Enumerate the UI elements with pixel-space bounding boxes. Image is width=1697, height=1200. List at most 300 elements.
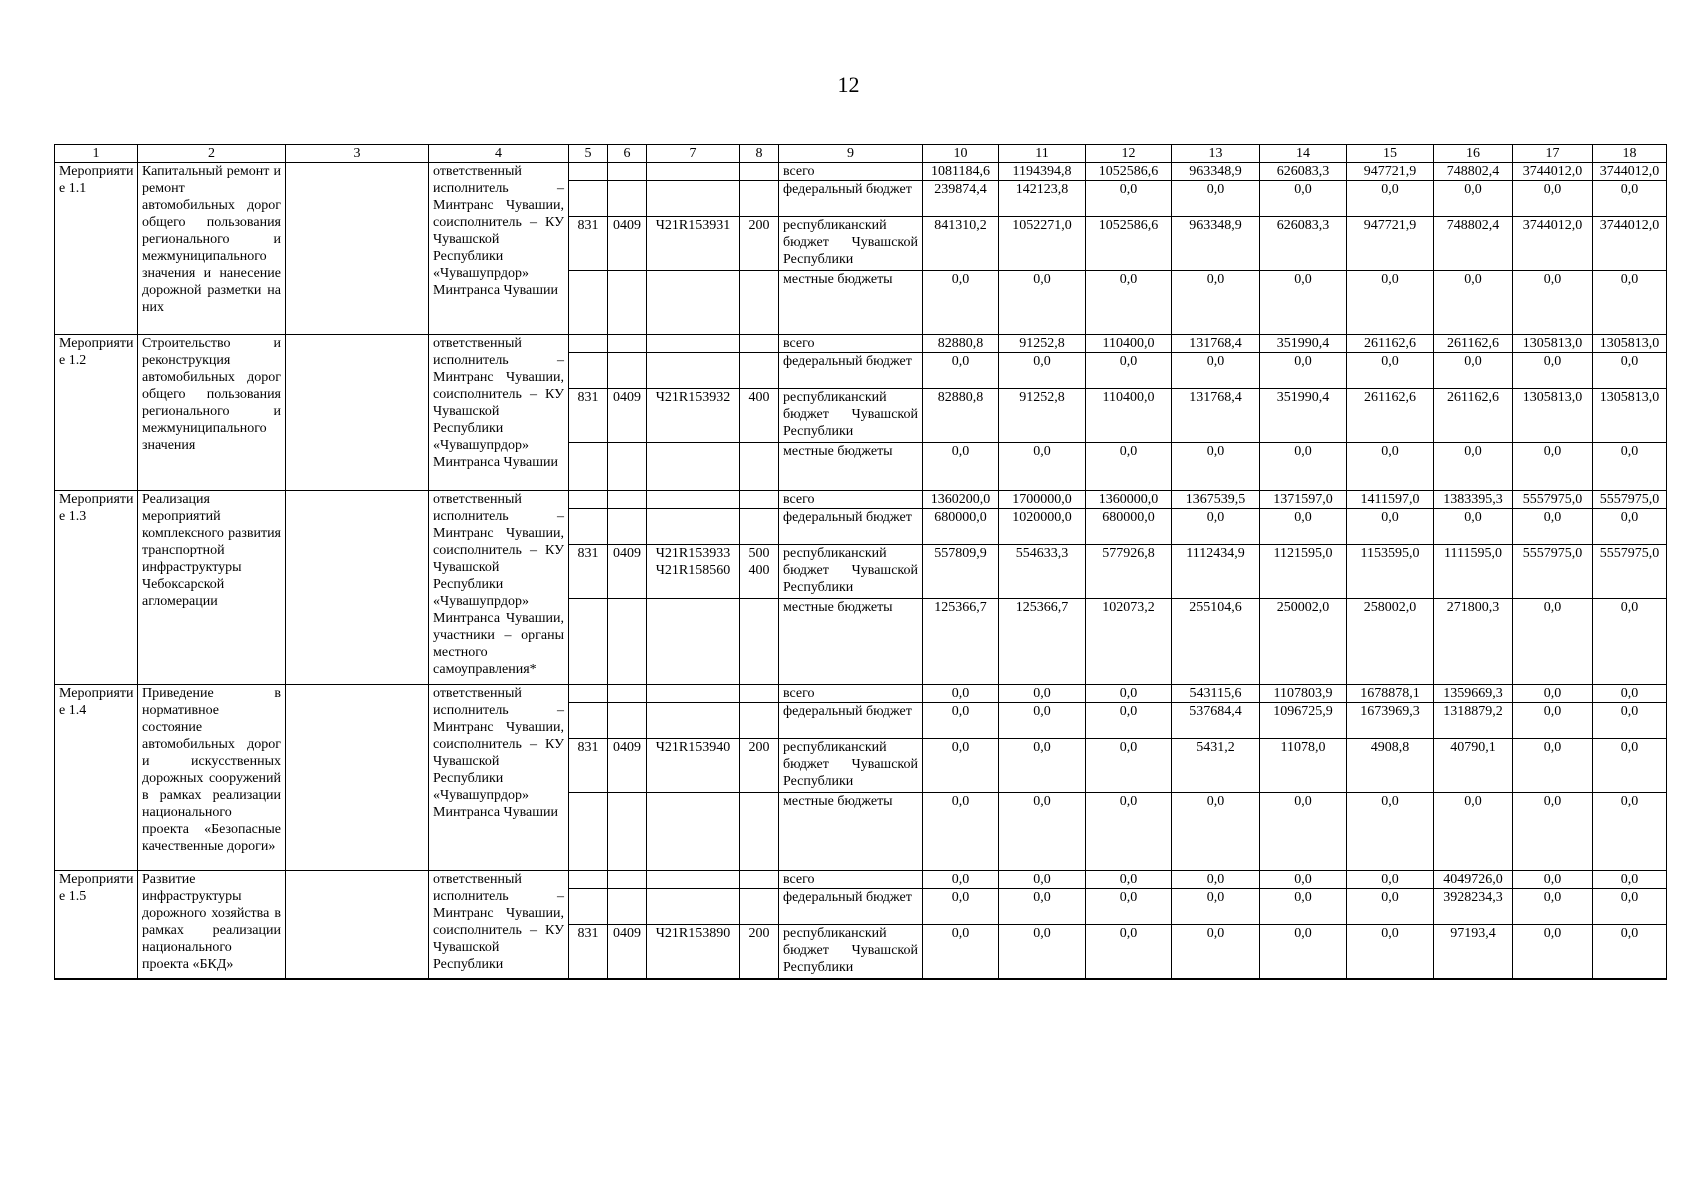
value-cell: 0,0	[1260, 871, 1347, 889]
value-cell: 0,0	[1347, 793, 1434, 871]
value-cell: 5431,2	[1172, 739, 1260, 793]
value-cell: 0,0	[1086, 685, 1172, 703]
value-cell: 0,0	[923, 871, 999, 889]
value-cell: 0,0	[1513, 271, 1593, 335]
empty-cell	[740, 703, 779, 739]
value-cell: 102073,2	[1086, 599, 1172, 685]
empty-cell	[647, 889, 740, 925]
value-cell: 0,0	[1593, 685, 1667, 703]
empty-cell	[740, 335, 779, 353]
value-cell: 0,0	[1347, 271, 1434, 335]
header-cell: 7	[647, 145, 740, 163]
source-label: местные бюджеты	[779, 271, 923, 335]
value-cell: 351990,4	[1260, 335, 1347, 353]
value-cell: 0,0	[1593, 925, 1667, 979]
value-cell: 97193,4	[1434, 925, 1513, 979]
value-cell: 1052586,6	[1086, 217, 1172, 271]
source-label: всего	[779, 163, 923, 181]
value-cell: 125366,7	[923, 599, 999, 685]
value-cell: 1700000,0	[999, 491, 1086, 509]
value-cell: 131768,4	[1172, 389, 1260, 443]
value-cell: 1318879,2	[1434, 703, 1513, 739]
measure-executor: ответственный исполнитель – Минтранс Чувашии, соисполнитель – КУ Чувашской Республики	[429, 871, 569, 979]
empty-cell	[740, 491, 779, 509]
code-c7: Ч21R153932	[647, 389, 740, 443]
value-cell: 0,0	[1593, 889, 1667, 925]
empty-cell	[608, 871, 647, 889]
value-cell: 1360000,0	[1086, 491, 1172, 509]
header-cell: 11	[999, 145, 1086, 163]
empty-cell	[740, 353, 779, 389]
code-c8: 200	[740, 217, 779, 271]
value-cell: 0,0	[999, 793, 1086, 871]
value-cell: 0,0	[1513, 871, 1593, 889]
value-cell: 0,0	[999, 685, 1086, 703]
empty-cell	[647, 793, 740, 871]
empty-cell	[647, 685, 740, 703]
code-c7: Ч21R153931	[647, 217, 740, 271]
value-cell: 0,0	[1086, 793, 1172, 871]
value-cell: 1305813,0	[1513, 335, 1593, 353]
value-cell: 0,0	[1086, 889, 1172, 925]
value-cell: 0,0	[923, 925, 999, 979]
code-c6: 0409	[608, 545, 647, 599]
value-cell: 1020000,0	[999, 509, 1086, 545]
empty-cell	[608, 353, 647, 389]
code-c8: 500 400	[740, 545, 779, 599]
empty-cell	[569, 599, 608, 685]
value-cell: 351990,4	[1260, 389, 1347, 443]
value-cell: 0,0	[1593, 599, 1667, 685]
value-cell: 0,0	[1260, 353, 1347, 389]
code-c5: 831	[569, 217, 608, 271]
value-cell: 0,0	[1434, 793, 1513, 871]
measure-name: Приведение в нормативное состояние автомобильных дорог и искусственных дорожных сооружений в рамках реализации национального проекта «Безопасные качественные дороги»	[138, 685, 286, 871]
value-cell: 0,0	[923, 271, 999, 335]
empty-cell	[569, 181, 608, 217]
value-cell: 680000,0	[923, 509, 999, 545]
value-cell: 0,0	[1513, 181, 1593, 217]
value-cell: 5557975,0	[1513, 491, 1593, 509]
value-cell: 0,0	[923, 443, 999, 491]
value-cell: 0,0	[1086, 871, 1172, 889]
value-cell: 91252,8	[999, 389, 1086, 443]
source-label: всего	[779, 491, 923, 509]
empty-cell	[569, 871, 608, 889]
value-cell: 0,0	[1172, 793, 1260, 871]
value-cell: 0,0	[1260, 443, 1347, 491]
code-c6: 0409	[608, 925, 647, 979]
table-row	[55, 491, 1667, 509]
value-cell: 0,0	[1513, 685, 1593, 703]
value-cell: 261162,6	[1347, 335, 1434, 353]
empty-cell	[569, 889, 608, 925]
header-cell: 14	[1260, 145, 1347, 163]
value-cell: 250002,0	[1260, 599, 1347, 685]
empty-cell	[740, 793, 779, 871]
value-cell: 0,0	[1434, 443, 1513, 491]
header-cell: 18	[1593, 145, 1667, 163]
header-cell: 17	[1513, 145, 1593, 163]
value-cell: 0,0	[1172, 925, 1260, 979]
value-cell: 0,0	[923, 703, 999, 739]
value-cell: 680000,0	[1086, 509, 1172, 545]
value-cell: 0,0	[1260, 889, 1347, 925]
value-cell: 0,0	[1513, 739, 1593, 793]
value-cell: 271800,3	[1434, 599, 1513, 685]
measure-id: Мероприятие 1.3	[55, 491, 138, 685]
value-cell: 0,0	[1172, 181, 1260, 217]
empty-cell	[740, 871, 779, 889]
value-cell: 261162,6	[1347, 389, 1434, 443]
value-cell: 0,0	[1172, 353, 1260, 389]
empty-cell	[740, 271, 779, 335]
header-cell: 2	[138, 145, 286, 163]
value-cell: 1052271,0	[999, 217, 1086, 271]
header-cell: 13	[1172, 145, 1260, 163]
value-cell: 537684,4	[1172, 703, 1260, 739]
value-cell: 0,0	[1434, 353, 1513, 389]
value-cell: 0,0	[999, 271, 1086, 335]
empty-cell	[647, 335, 740, 353]
value-cell: 1081184,6	[923, 163, 999, 181]
value-cell: 0,0	[1513, 353, 1593, 389]
empty-cell	[569, 335, 608, 353]
source-label: местные бюджеты	[779, 599, 923, 685]
code-c7: Ч21R153940	[647, 739, 740, 793]
source-label: республиканский бюджет Чувашской Республики	[779, 925, 923, 979]
empty-cell	[569, 793, 608, 871]
value-cell: 0,0	[999, 443, 1086, 491]
empty-cell	[740, 443, 779, 491]
code-c6: 0409	[608, 389, 647, 443]
value-cell: 0,0	[1434, 271, 1513, 335]
table-row	[55, 685, 1667, 703]
empty-cell	[608, 491, 647, 509]
header-cell: 9	[779, 145, 923, 163]
value-cell: 0,0	[1086, 353, 1172, 389]
source-label: федеральный бюджет	[779, 509, 923, 545]
value-cell: 1360200,0	[923, 491, 999, 509]
header-row	[55, 145, 1667, 163]
value-cell: 963348,9	[1172, 163, 1260, 181]
empty-cell	[569, 353, 608, 389]
value-cell: 1305813,0	[1513, 389, 1593, 443]
source-label: всего	[779, 871, 923, 889]
value-cell: 0,0	[1086, 181, 1172, 217]
budget-table	[54, 144, 1667, 980]
empty-cell	[286, 685, 429, 871]
value-cell: 0,0	[923, 685, 999, 703]
empty-cell	[608, 703, 647, 739]
value-cell: 239874,4	[923, 181, 999, 217]
value-cell: 1367539,5	[1172, 491, 1260, 509]
source-label: республиканский бюджет Чувашской Республики	[779, 217, 923, 271]
code-c5: 831	[569, 925, 608, 979]
header-cell: 1	[55, 145, 138, 163]
header-cell: 10	[923, 145, 999, 163]
value-cell: 3744012,0	[1513, 163, 1593, 181]
value-cell: 557809,9	[923, 545, 999, 599]
value-cell: 0,0	[1086, 925, 1172, 979]
empty-cell	[569, 685, 608, 703]
source-label: местные бюджеты	[779, 443, 923, 491]
value-cell: 0,0	[1260, 181, 1347, 217]
value-cell: 543115,6	[1172, 685, 1260, 703]
value-cell: 1673969,3	[1347, 703, 1434, 739]
value-cell: 3928234,3	[1434, 889, 1513, 925]
value-cell: 0,0	[1513, 703, 1593, 739]
header-cell: 5	[569, 145, 608, 163]
value-cell: 0,0	[999, 739, 1086, 793]
value-cell: 261162,6	[1434, 389, 1513, 443]
empty-cell	[740, 163, 779, 181]
value-cell: 258002,0	[1347, 599, 1434, 685]
measure-executor: ответственный исполнитель – Минтранс Чувашии, соисполнитель – КУ Чувашской Республики «Чувашупрдор» Минтранса Чувашии, участники – органы местного самоуправления*	[429, 491, 569, 685]
value-cell: 261162,6	[1434, 335, 1513, 353]
value-cell: 0,0	[1593, 353, 1667, 389]
value-cell: 82880,8	[923, 389, 999, 443]
source-label: местные бюджеты	[779, 793, 923, 871]
value-cell: 0,0	[1260, 793, 1347, 871]
value-cell: 0,0	[999, 925, 1086, 979]
source-label: федеральный бюджет	[779, 703, 923, 739]
source-label: республиканский бюджет Чувашской Республики	[779, 389, 923, 443]
value-cell: 5557975,0	[1593, 491, 1667, 509]
value-cell: 0,0	[1172, 871, 1260, 889]
value-cell: 1096725,9	[1260, 703, 1347, 739]
empty-cell	[608, 793, 647, 871]
value-cell: 1678878,1	[1347, 685, 1434, 703]
value-cell: 5557975,0	[1593, 545, 1667, 599]
value-cell: 0,0	[1086, 739, 1172, 793]
value-cell: 0,0	[1260, 925, 1347, 979]
table-row	[55, 871, 1667, 889]
empty-cell	[647, 163, 740, 181]
value-cell: 1107803,9	[1260, 685, 1347, 703]
value-cell: 4908,8	[1347, 739, 1434, 793]
measure-executor: ответственный исполнитель – Минтранс Чувашии, соисполнитель – КУ Чувашской Республики «Чувашупрдор» Минтранса Чувашии	[429, 685, 569, 871]
empty-cell	[569, 163, 608, 181]
value-cell: 0,0	[1513, 889, 1593, 925]
header-cell: 3	[286, 145, 429, 163]
empty-cell	[286, 491, 429, 685]
code-c5: 831	[569, 545, 608, 599]
value-cell: 0,0	[1260, 509, 1347, 545]
value-cell: 1305813,0	[1593, 389, 1667, 443]
empty-cell	[286, 163, 429, 335]
value-cell: 11078,0	[1260, 739, 1347, 793]
value-cell: 255104,6	[1172, 599, 1260, 685]
header-cell: 12	[1086, 145, 1172, 163]
empty-cell	[647, 599, 740, 685]
value-cell: 0,0	[1347, 871, 1434, 889]
value-cell: 0,0	[1347, 353, 1434, 389]
measure-name: Развитие инфраструктуры дорожного хозяйства в рамках реализации национального проекта «БКД»	[138, 871, 286, 979]
value-cell: 0,0	[999, 703, 1086, 739]
value-cell: 5557975,0	[1513, 545, 1593, 599]
value-cell: 1383395,3	[1434, 491, 1513, 509]
empty-cell	[647, 703, 740, 739]
header-cell: 4	[429, 145, 569, 163]
value-cell: 841310,2	[923, 217, 999, 271]
value-cell: 0,0	[1434, 181, 1513, 217]
header-cell: 6	[608, 145, 647, 163]
value-cell: 748802,4	[1434, 163, 1513, 181]
value-cell: 0,0	[1513, 599, 1593, 685]
value-cell: 577926,8	[1086, 545, 1172, 599]
value-cell: 3744012,0	[1593, 163, 1667, 181]
value-cell: 1052586,6	[1086, 163, 1172, 181]
empty-cell	[569, 443, 608, 491]
value-cell: 0,0	[1513, 925, 1593, 979]
value-cell: 1121595,0	[1260, 545, 1347, 599]
source-label: всего	[779, 685, 923, 703]
value-cell: 0,0	[1593, 181, 1667, 217]
measure-id: Мероприятие 1.5	[55, 871, 138, 979]
value-cell: 3744012,0	[1513, 217, 1593, 271]
measure-id: Мероприятие 1.2	[55, 335, 138, 491]
empty-cell	[647, 871, 740, 889]
value-cell: 0,0	[923, 793, 999, 871]
empty-cell	[569, 271, 608, 335]
empty-cell	[647, 509, 740, 545]
value-cell: 4049726,0	[1434, 871, 1513, 889]
value-cell: 0,0	[1347, 181, 1434, 217]
empty-cell	[647, 353, 740, 389]
value-cell: 0,0	[923, 739, 999, 793]
value-cell: 0,0	[1347, 509, 1434, 545]
value-cell: 1153595,0	[1347, 545, 1434, 599]
value-cell: 3744012,0	[1593, 217, 1667, 271]
value-cell: 947721,9	[1347, 217, 1434, 271]
value-cell: 1111595,0	[1434, 545, 1513, 599]
value-cell: 110400,0	[1086, 335, 1172, 353]
empty-cell	[608, 685, 647, 703]
empty-cell	[608, 889, 647, 925]
source-label: республиканский бюджет Чувашской Республики	[779, 739, 923, 793]
measure-name: Строительство и реконструкция автомобильных дорог общего пользования регионального и межмуниципального значения	[138, 335, 286, 491]
value-cell: 748802,4	[1434, 217, 1513, 271]
value-cell: 626083,3	[1260, 217, 1347, 271]
code-c5: 831	[569, 389, 608, 443]
value-cell: 0,0	[999, 889, 1086, 925]
empty-cell	[608, 509, 647, 545]
table-row	[55, 163, 1667, 181]
value-cell: 125366,7	[999, 599, 1086, 685]
value-cell: 40790,1	[1434, 739, 1513, 793]
value-cell: 0,0	[1347, 443, 1434, 491]
empty-cell	[286, 871, 429, 979]
empty-cell	[608, 181, 647, 217]
value-cell: 0,0	[923, 353, 999, 389]
value-cell: 131768,4	[1172, 335, 1260, 353]
empty-cell	[647, 181, 740, 217]
value-cell: 0,0	[1513, 793, 1593, 871]
value-cell: 0,0	[1086, 271, 1172, 335]
header-cell: 8	[740, 145, 779, 163]
code-c7: Ч21R153890	[647, 925, 740, 979]
measure-name: Реализация мероприятий комплексного развития транспортной инфраструктуры Чебоксарской агломерации	[138, 491, 286, 685]
value-cell: 626083,3	[1260, 163, 1347, 181]
value-cell: 0,0	[1593, 509, 1667, 545]
empty-cell	[740, 181, 779, 217]
value-cell: 0,0	[1172, 271, 1260, 335]
value-cell: 0,0	[999, 353, 1086, 389]
value-cell: 0,0	[1593, 871, 1667, 889]
value-cell: 1359669,3	[1434, 685, 1513, 703]
value-cell: 82880,8	[923, 335, 999, 353]
measure-executor: ответственный исполнитель – Минтранс Чувашии, соисполнитель – КУ Чувашской Республики «Чувашупрдор» Минтранса Чувашии	[429, 335, 569, 491]
empty-cell	[608, 599, 647, 685]
empty-cell	[647, 443, 740, 491]
empty-cell	[608, 443, 647, 491]
value-cell: 0,0	[999, 871, 1086, 889]
value-cell: 0,0	[1086, 443, 1172, 491]
table-body	[55, 145, 1667, 979]
code-c6: 0409	[608, 739, 647, 793]
empty-cell	[569, 703, 608, 739]
value-cell: 142123,8	[999, 181, 1086, 217]
empty-cell	[740, 889, 779, 925]
code-c5: 831	[569, 739, 608, 793]
empty-cell	[608, 271, 647, 335]
value-cell: 0,0	[1347, 889, 1434, 925]
empty-cell	[569, 509, 608, 545]
code-c8: 200	[740, 739, 779, 793]
code-c8: 400	[740, 389, 779, 443]
empty-cell	[647, 271, 740, 335]
empty-cell	[647, 491, 740, 509]
header-cell: 16	[1434, 145, 1513, 163]
value-cell: 0,0	[923, 889, 999, 925]
empty-cell	[740, 509, 779, 545]
source-label: федеральный бюджет	[779, 181, 923, 217]
value-cell: 1371597,0	[1260, 491, 1347, 509]
source-label: республиканский бюджет Чувашской Республики	[779, 545, 923, 599]
value-cell: 0,0	[1593, 271, 1667, 335]
measure-id: Мероприятие 1.4	[55, 685, 138, 871]
value-cell: 0,0	[1172, 443, 1260, 491]
value-cell: 0,0	[1513, 443, 1593, 491]
code-c7: Ч21R153933 Ч21R158560	[647, 545, 740, 599]
header-cell: 15	[1347, 145, 1434, 163]
empty-cell	[569, 491, 608, 509]
empty-cell	[740, 685, 779, 703]
value-cell: 0,0	[1260, 271, 1347, 335]
value-cell: 947721,9	[1347, 163, 1434, 181]
value-cell: 0,0	[1347, 925, 1434, 979]
table-row	[55, 335, 1667, 353]
page-number: 12	[837, 72, 860, 97]
value-cell: 554633,3	[999, 545, 1086, 599]
source-label: всего	[779, 335, 923, 353]
empty-cell	[286, 335, 429, 491]
code-c8: 200	[740, 925, 779, 979]
empty-cell	[608, 335, 647, 353]
value-cell: 0,0	[1434, 509, 1513, 545]
empty-cell	[740, 599, 779, 685]
value-cell: 110400,0	[1086, 389, 1172, 443]
source-label: федеральный бюджет	[779, 889, 923, 925]
value-cell: 0,0	[1593, 793, 1667, 871]
value-cell: 0,0	[1593, 703, 1667, 739]
value-cell: 0,0	[1086, 703, 1172, 739]
value-cell: 0,0	[1513, 509, 1593, 545]
value-cell: 1194394,8	[999, 163, 1086, 181]
value-cell: 963348,9	[1172, 217, 1260, 271]
value-cell: 0,0	[1593, 443, 1667, 491]
